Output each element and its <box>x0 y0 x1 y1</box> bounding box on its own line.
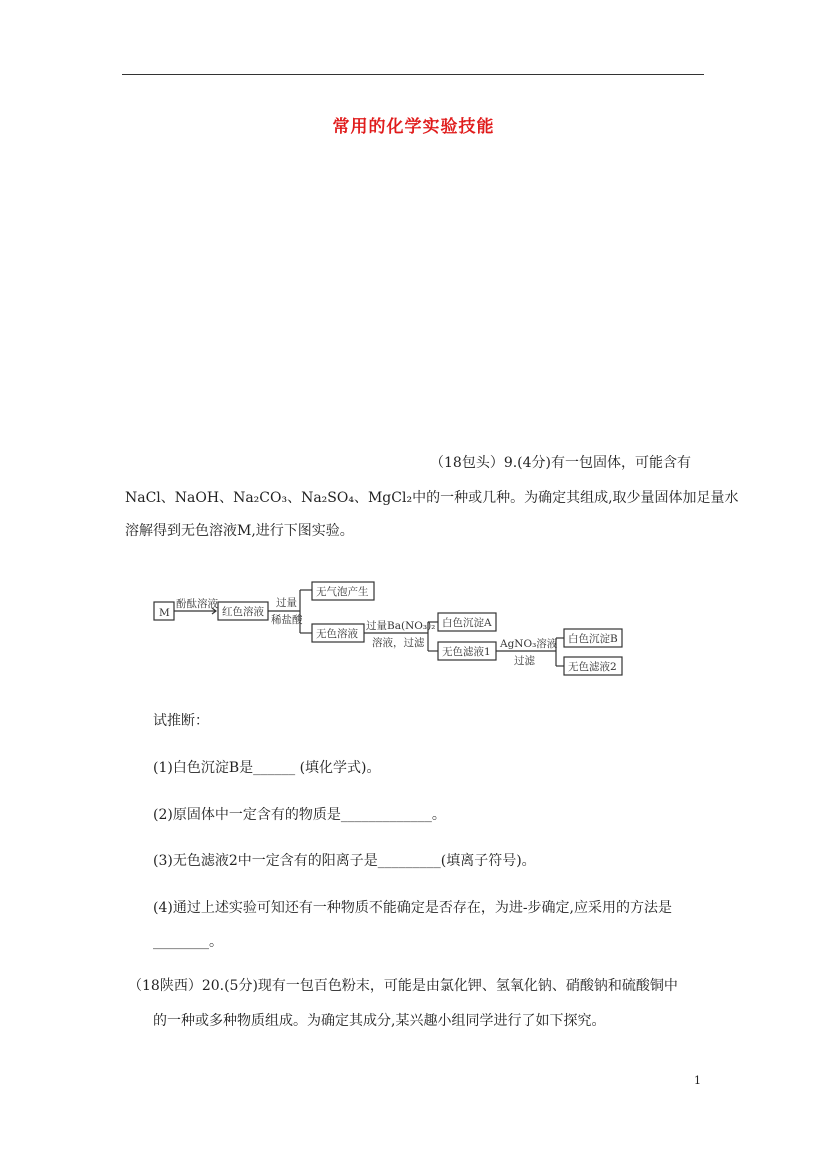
question-1-instruction: 试推断： <box>153 713 209 729</box>
flow-box-no-bubble-label: 无气泡产生 <box>316 586 369 598</box>
flow-box-filtrate-1-label: 无色滤液1 <box>442 646 491 658</box>
flow-box-colorless-solution-label: 无色溶液 <box>316 628 358 640</box>
question-1-part-4: (4)通过上述实验可知还有一种物质不能确定是否存在，为进-步确定,应采用的方法是 <box>153 900 673 916</box>
flow-reagent-2-bottom: 稀盐酸 <box>271 614 303 626</box>
question-1-part-2: (2)原固体中一定含有的物质是_____________。 <box>153 807 446 823</box>
flow-box-m-label: M <box>159 607 170 619</box>
header-rule <box>122 74 704 75</box>
experiment-flowchart <box>150 566 630 686</box>
question-1-intro: （18包头）9.(4分)有一包固体，可能含有 <box>430 455 692 471</box>
page-number: 1 <box>694 1074 701 1087</box>
flow-reagent-3-top: 过量Ba(NO₃)₂ <box>366 620 436 632</box>
flow-box-red-solution-label: 红色溶液 <box>222 606 264 618</box>
question-1-part-4-blank: ________。 <box>153 934 223 950</box>
question-1-part-3: (3)无色滤液2中一定含有的阳离子是_________(填离子符号)。 <box>153 853 536 869</box>
question-1-part-1: (1)白色沉淀B是______ (填化学式)。 <box>153 760 381 776</box>
flow-box-precipitate-b-label: 白色沉淀B <box>568 633 618 645</box>
flow-reagent-4-bottom: 过滤 <box>514 655 535 667</box>
question-1-line3: 溶解得到无色溶液M,进行下图实验。 <box>125 523 354 539</box>
flow-reagent-3-bottom: 溶液，过滤 <box>372 637 425 649</box>
question-1-line2: NaCl、NaOH、Na₂CO₃、Na₂SO₄、MgCl₂中的一种或几种。为确定其组成,取少量固体加足量水 <box>125 490 739 506</box>
flow-reagent-1: 酚酞溶液 <box>176 598 218 610</box>
flow-box-filtrate-2-label: 无色滤液2 <box>568 661 617 673</box>
page-title: 常用的化学实验技能 <box>332 117 495 137</box>
question-2-line2: 的一种或多种物质组成。为确定其成分,某兴趣小组同学进行了如下探究。 <box>153 1013 606 1029</box>
flow-reagent-2-top: 过量 <box>276 597 297 609</box>
flow-reagent-4-top: AgNO₃溶液 <box>500 638 558 650</box>
question-2-line1: （18陕西）20.(5分)现有一包百色粉末，可能是由氯化钾、氢氧化钠、硝酸钠和硫酸铜中 <box>128 978 678 994</box>
flow-box-precipitate-a-label: 白色沉淀A <box>442 617 492 629</box>
